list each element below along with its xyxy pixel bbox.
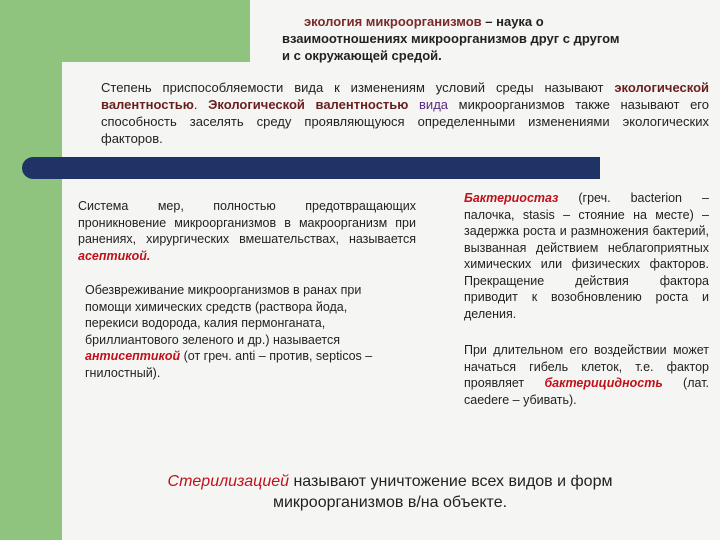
- bactericidity-tail: (лат. caedere – убивать).: [464, 376, 710, 407]
- valence-text-2: .: [193, 97, 209, 112]
- slide-heading: [282, 13, 627, 64]
- bactericidity-text: При длительном его воздействии может начаться гибель клеток, т.е. фактор проявляет: [464, 343, 709, 390]
- sterilization-text: называют уничтожение всех видов и форм микроорганизмов в/на объекте.: [272, 473, 613, 511]
- valence-term-2: Экологической валентностью: [208, 97, 409, 112]
- green-top-bar: [62, 0, 250, 62]
- antisepsis-paragraph: [85, 282, 403, 381]
- corner-notch: [62, 62, 92, 92]
- asepsis-term: асептикой.: [78, 248, 151, 263]
- asepsis-paragraph: [78, 198, 416, 264]
- valence-text-3: микроорганизмов также называют его способность заселять среду проявляющуюся определенными изменениями экологических факторов.: [101, 97, 709, 146]
- valence-text-1: Степень приспособляемости вида к изменениям условий среды называют: [101, 80, 615, 95]
- sterilization-term: Стерилизацией: [167, 473, 290, 490]
- bactericidity-paragraph: [464, 342, 709, 408]
- bacteriostasis-text: (греч. bacterion – палочка, stasis – стояние на месте) – задержка роста и размножения бактерий, вызванная действием неблагоприятных химических или физических факторов. Прекращение действия фактора приводит к возобновлению роста и деления.: [464, 191, 709, 321]
- antisepsis-tail: (от греч. anti – против, septicos – гнилостный).: [85, 349, 373, 380]
- bactericidity-term: бактерицидность: [544, 376, 663, 390]
- valence-word-vida: вида: [408, 97, 449, 112]
- heading-term: экология микроорганизмов: [304, 14, 482, 29]
- navy-divider-bar: [22, 157, 600, 179]
- sterilization-paragraph: [120, 471, 660, 513]
- heading-rest: – наука о взаимоотношениях микроорганизмов друг с другом и с окружающей средой.: [282, 14, 620, 63]
- bacteriostasis-paragraph: [464, 190, 709, 322]
- green-side-bar: [0, 0, 62, 540]
- valence-paragraph: [101, 79, 709, 147]
- antisepsis-text: Обезвреживание микроорганизмов в ранах при помощи химических средств (раствора йода, перекиси водорода, калия пермонганата, бриллиантового зеленого и др.) называется: [85, 283, 362, 347]
- bacteriostasis-term: Бактериостаз: [464, 191, 559, 205]
- valence-term-1: экологической валентностью: [101, 80, 709, 112]
- antisepsis-term: антисептикой: [85, 349, 181, 363]
- asepsis-text: Система мер, полностью предотвращающих проникновение микроорганизмов в макроорганизм при ранениях, хирургических вмешательствах, называется: [78, 199, 416, 246]
